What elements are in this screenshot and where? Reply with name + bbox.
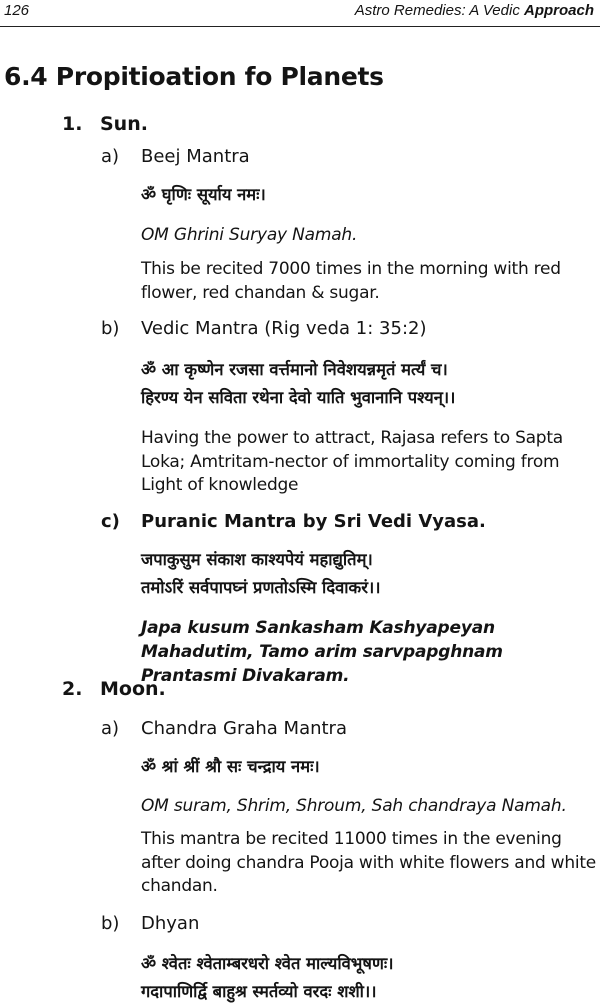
item-beej-mantra: a) Beej Mantra	[101, 146, 250, 167]
page-number: 126	[4, 2, 30, 19]
running-title: Astro Remedies: A Vedic Approach	[354, 2, 594, 19]
running-header	[0, 0, 600, 27]
mantra-description: This be recited 7000 times in the morning with red flower, red chandan & sugar.	[141, 259, 561, 303]
planet-heading-sun: 1. Sun.	[62, 113, 148, 135]
item-puranic-mantra: c) Puranic Mantra by Sri Vedi Vyasa.	[101, 511, 486, 532]
mantra-transliteration: OM suram, Shrim, Shroum, Sah chandraya Namah.	[141, 796, 567, 816]
mantra-transliteration: OM Ghrini Suryay Namah.	[141, 225, 358, 245]
section-title: 6.4 Propitioation fo Planets	[4, 62, 384, 91]
mantra-devanagari: ॐ श्वेतः श्वेताम्बरधरो श्वेत माल्यविभूषणः। गदापाणिर्द्वि बाहुश्र स्मर्तव्यो वरदः शशी।।	[141, 954, 394, 1001]
mantra-description: This mantra be recited 11000 times in the evening after doing chandra Pooja with white flowers and white chandan.	[141, 829, 596, 896]
item-dhyan: b) Dhyan	[101, 913, 200, 934]
mantra-devanagari: जपाकुसुम संकाश काश्यपेयं महाद्युतिम्। तमोऽरिं सर्वपापघ्नं प्रणतोऽस्मि दिवाकरं।।	[141, 550, 381, 597]
mantra-transliteration: Japa kusum Sankasham Kashyapeyan Mahadutim, Tamo arim sarvpapghnam Prantasmi Divakaram.	[141, 618, 503, 686]
mantra-description: Having the power to attract, Rajasa refers to Sapta Loka; Amtritam-nector of immortality coming from Light of knowledge	[141, 428, 563, 495]
mantra-devanagari: ॐ श्रां श्रीं श्रौ सः चन्द्राय नमः।	[141, 757, 320, 776]
mantra-devanagari: ॐ घृणिः सूर्याय नमः।	[141, 185, 266, 204]
item-vedic-mantra: b) Vedic Mantra (Rig veda 1: 35:2)	[101, 318, 427, 339]
mantra-devanagari: ॐ आ कृष्णेन रजसा वर्त्तमानो निवेशयन्नमृतं मर्त्यं च। हिरण्य येन सविता रथेना देवो याति भुवानानि पश्यन्।।	[141, 360, 456, 407]
planet-heading-moon: 2. Moon.	[62, 678, 166, 700]
item-chandra-graha-mantra: a) Chandra Graha Mantra	[101, 718, 347, 739]
